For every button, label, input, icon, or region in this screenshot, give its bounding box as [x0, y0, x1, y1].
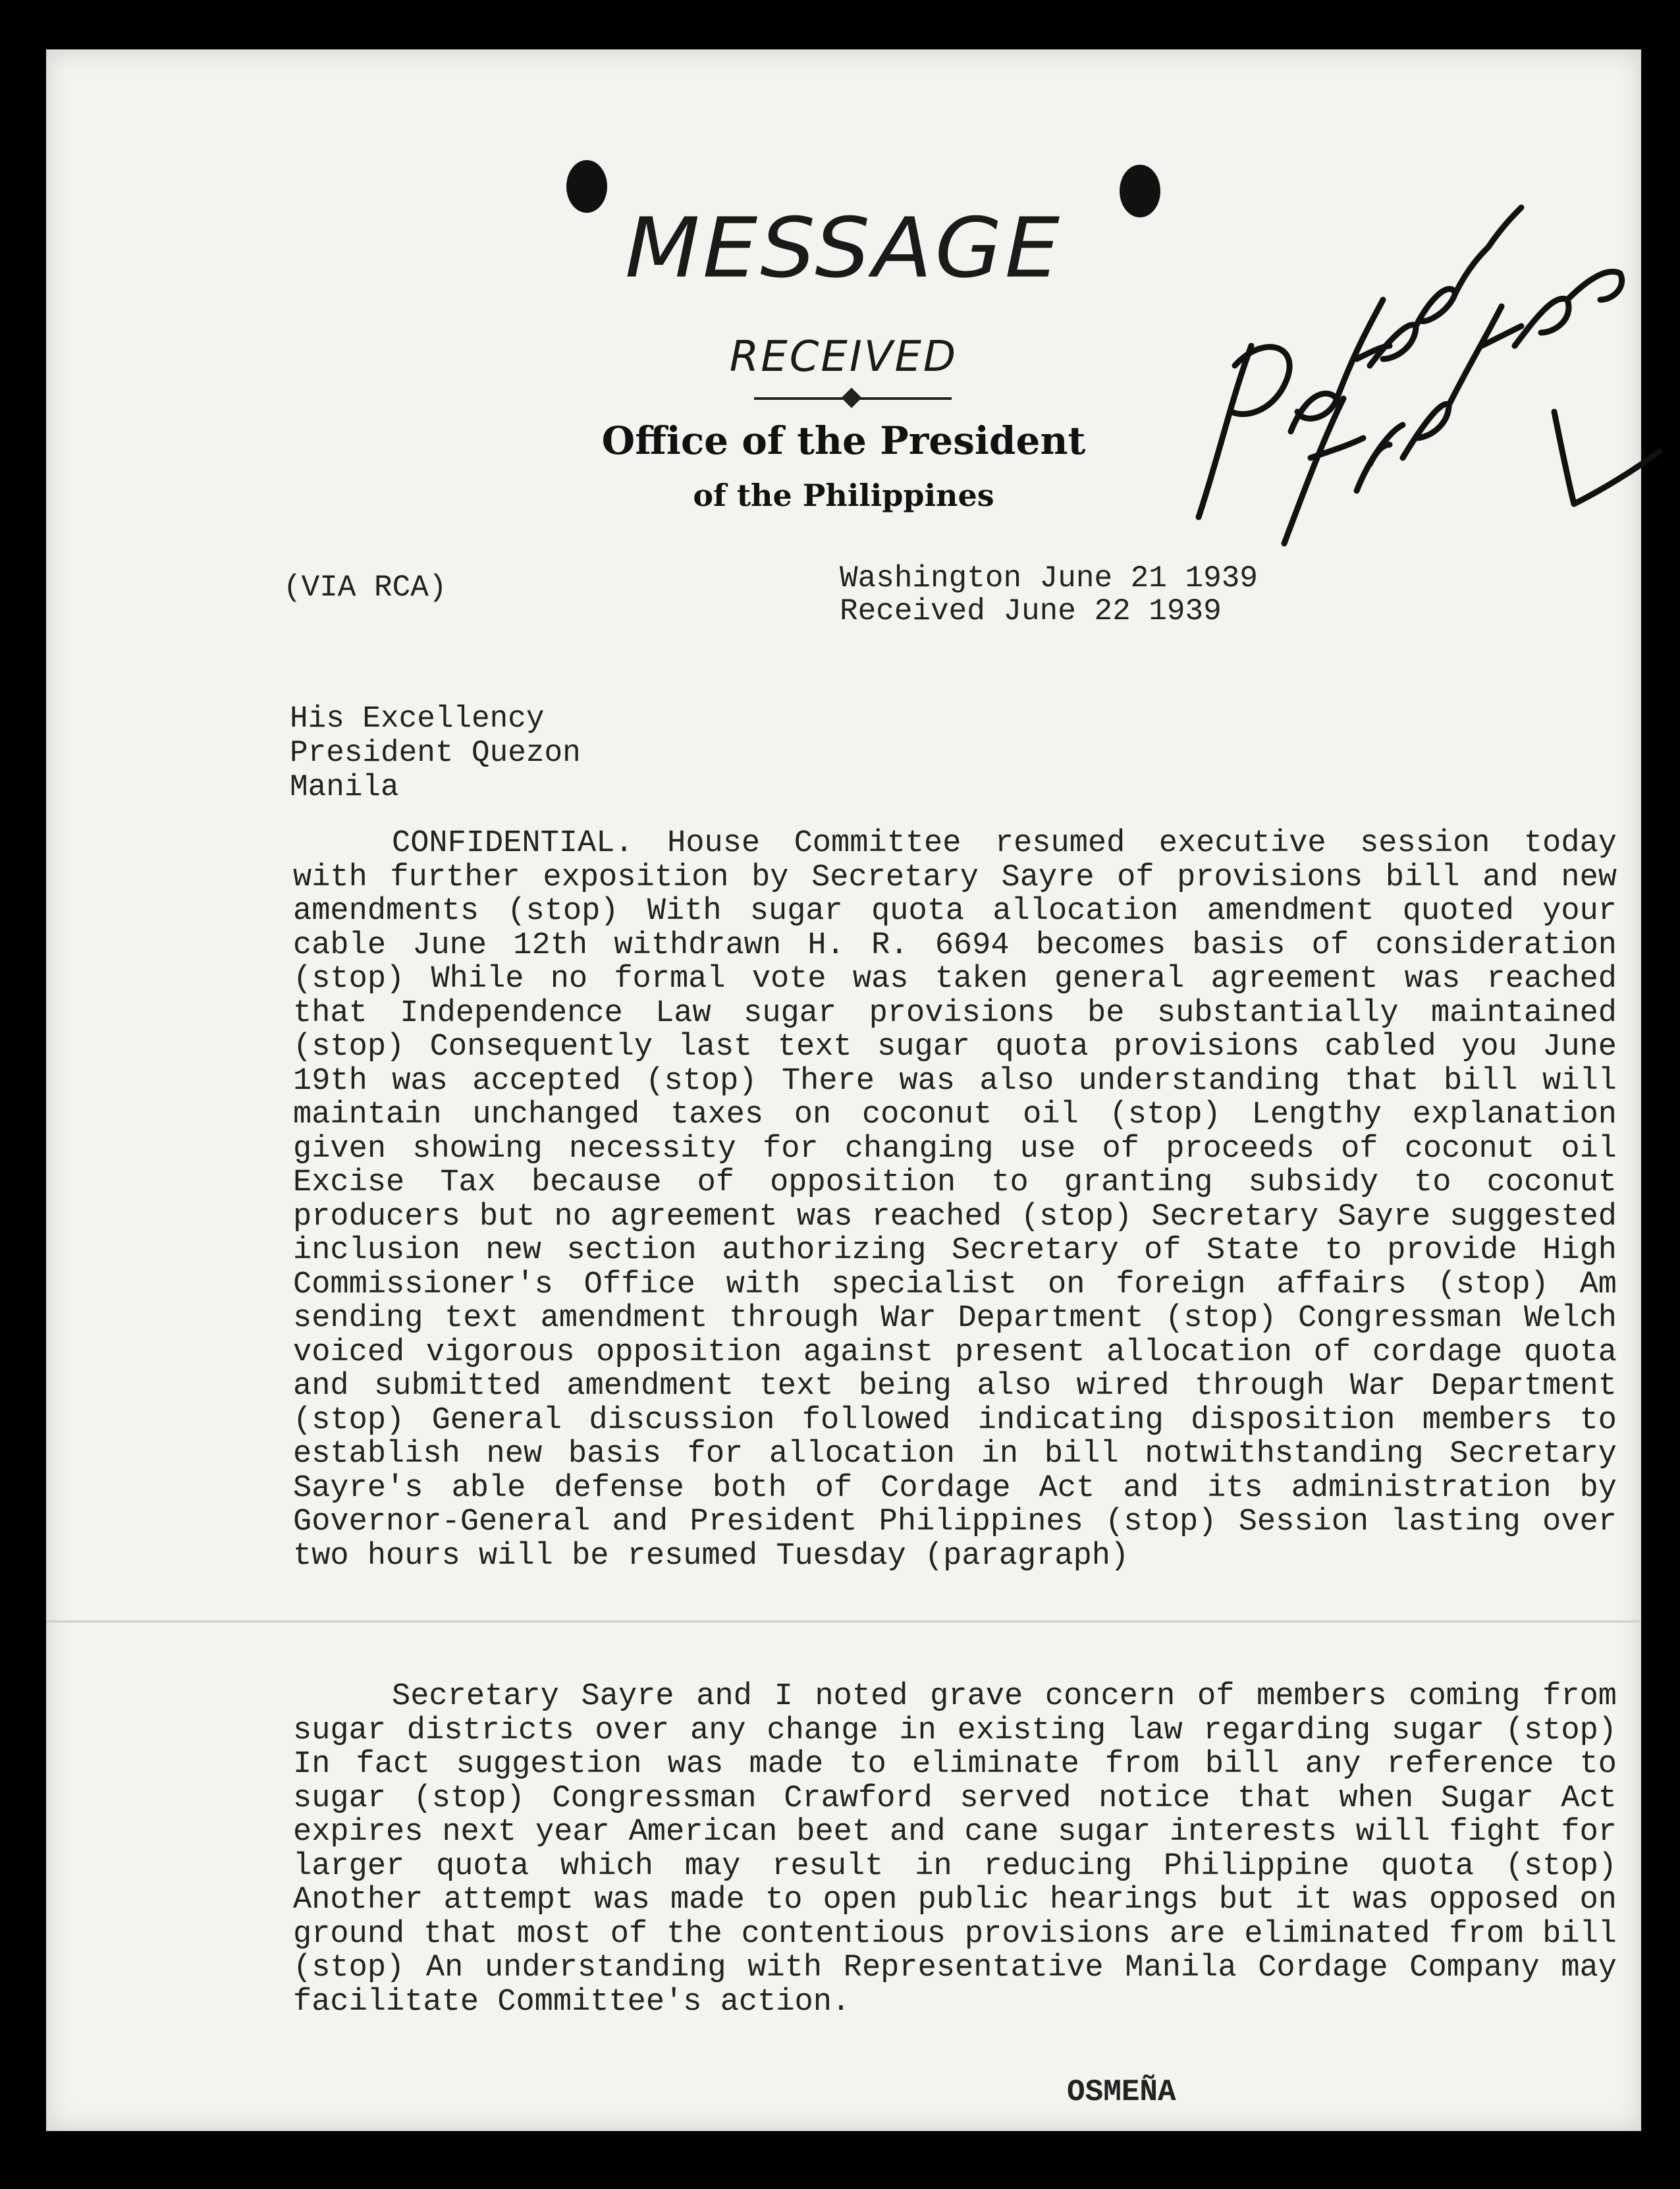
document-page [46, 49, 1641, 2131]
letterhead-subtitle: RECEIVED [729, 333, 958, 381]
letterhead-office: Office of the President [601, 418, 1086, 463]
recipient-address [290, 702, 581, 804]
address-line-2: President Quezon [290, 736, 581, 770]
letterhead-diamond-ornament [841, 387, 861, 408]
letterhead-country: of the Philippines [693, 478, 994, 513]
handwritten-note [1172, 148, 1673, 557]
signature: OSMEÑA [1067, 2075, 1176, 2109]
paper-fold-line [46, 1621, 1641, 1622]
address-line-1: His Excellency [290, 702, 545, 736]
letterhead-title: MESSAGE [624, 200, 1063, 297]
sent-date: Washington June 21 1939 [840, 561, 1258, 596]
address-line-3: Manila [290, 770, 399, 804]
message-paragraph-2: Secretary Sayre and I noted grave concern of members coming from sugar districts over any change in existing law regarding sugar (stop) In fact suggestion was made to eliminate from bill any reference to sugar (stop) Congressman Crawford served notice that when Sugar Act expires next year American beet and cane sugar interests will fight for larger quota which may result in reducing Philippine quota (stop) Another attempt was made to open public hearings but it was opposed on ground that most of the contentious provisions are eliminated from bill (stop) An understanding with Representative Manila Cordage Company may facilitate Committee's action. [293, 1679, 1617, 2020]
dateline [840, 562, 1258, 628]
transmission-method: (VIA RCA) [283, 570, 447, 605]
message-paragraph-1: CONFIDENTIAL. House Committee resumed executive session today with further exposition by Secretary Sayre of provisions bill and new amendments (stop) With sugar quota allocation amendment quoted your cable June 12th withdrawn H. R. 6694 becomes basis of consideration (stop) While no formal vote was taken general agreement was reached that Independence Law sugar provisions be substantially maintained (stop) Consequently last text sugar quota provisions cabled you June 19th was accepted (stop) There was also understanding that bill will maintain unchanged taxes on coconut oil (stop) Lengthy explanation given showing necessity for changing use of proceeds of coconut oil Excise Tax because of opposition to granting subsidy to coconut producers but no agreement was reached (stop) Secretary Sayre suggested inclusion new section authorizing Secretary of State to provide High Commissioner's Office with specialist on foreign affairs (stop) Am sending text amendment through War Department (stop) Congressman Welch voiced vigorous opposition against present allocation of cordage quota and submitted amendment text being also wired through War Department (stop) General discussion followed indicating disposition members to establish new basis for allocation in bill notwithstanding Secretary Sayre's able defense both of Cordage Act and its administration by Governor-General and President Philippines (stop) Session lasting over two hours will be resumed Tuesday (paragraph) [293, 826, 1617, 1574]
received-date: Received June 22 1939 [840, 594, 1222, 628]
